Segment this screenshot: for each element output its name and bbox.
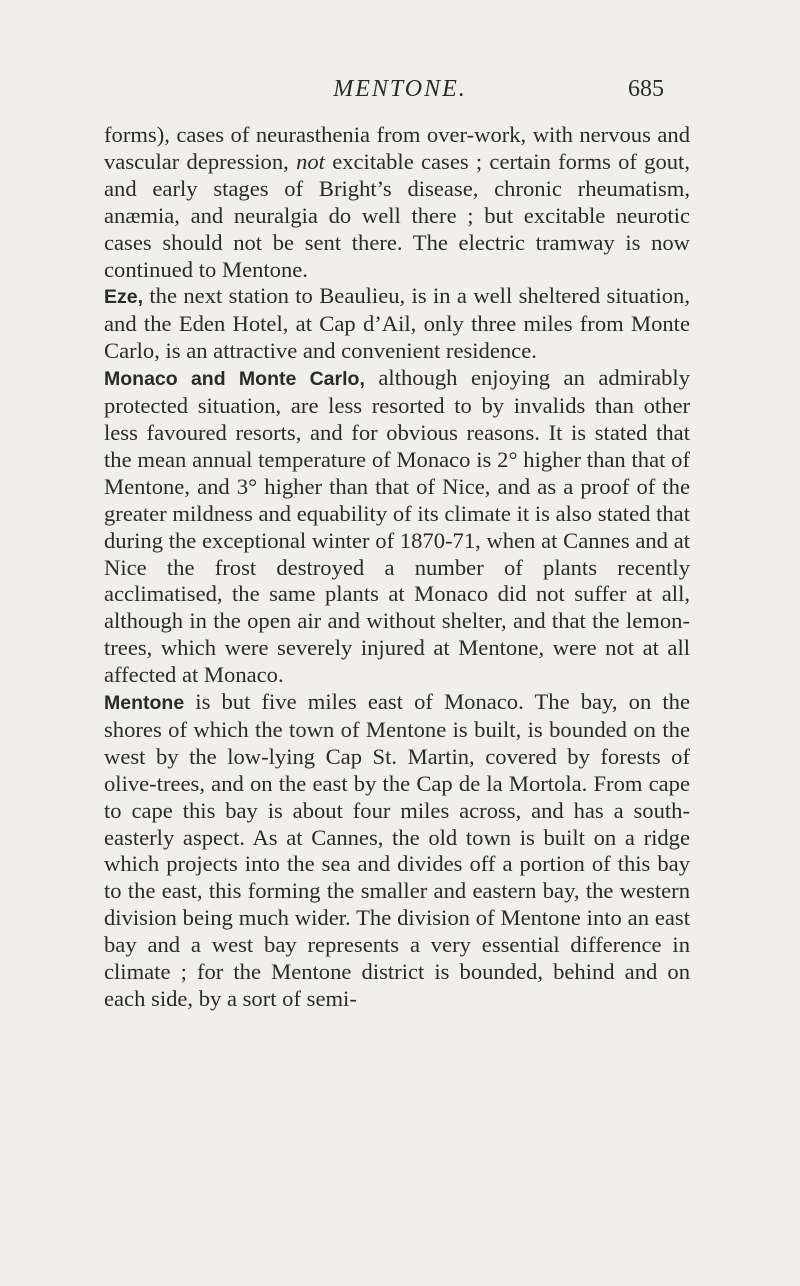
text-run: is but five miles east of Monaco. The bay, on the shores of which the town of Mentone is built, is bounded on the west by the low-lying Cap St. Martin, covered by forests of olive-trees, and on the east by the Cap de la Mortola. From cape to cape this bay is about four miles across, and has a south-easterly aspect. As at Cannes, the old town is built on a ridge which projects into the sea and divides off a portion of this bay to the east, this forming the smaller and eastern bay, the western division being much wider. The division of Mentone into an east bay and a west bay represents a very essential difference in climate ; for the Mentone district is bounded, behind and on each side, by a sort of semi-: [104, 689, 690, 1011]
text-run: forms), cases of neurasthenia from over-work, with nervous and vascular depression,: [104, 122, 690, 174]
italic-text: not: [296, 148, 325, 174]
paragraph: [104, 283, 690, 365]
text-run: the next station to Beaulieu, is in a well sheltered situation, and the Eden Hotel, at Cap d’Ail, only three miles from Monte Carlo, is an attractive and convenient residence.: [104, 283, 690, 364]
paragraph: [104, 122, 690, 283]
running-title: MENTONE.: [333, 76, 467, 102]
paragraph-lead: Monaco and Monte Carlo,: [104, 368, 365, 391]
paragraph: [104, 689, 690, 1013]
text-run: although enjoying an admirably protected situation, are less resorted to by invalids than other less favoured resorts, and for obvious reasons. It is stated that the mean annual temperature of Monaco is 2° higher than that of Mentone, and 3° higher than that of Nice, and as a proof of the greater mildness and equability of its climate it is also stated that during the exceptional winter of 1870-71, when at Cannes and at Nice the frost destroyed a number of plants recently acclimatised, the same plants at Monaco did not suffer at all, although in the open air and without shelter, and that the lemon-trees, which were severely injured at Mentone, were not at all affected at Monaco.: [104, 365, 691, 688]
paragraph-lead: Eze,: [104, 286, 144, 309]
paragraph-lead: Mentone: [104, 692, 185, 715]
running-header: [0, 76, 800, 108]
body-text: [104, 122, 690, 1013]
text-run: excitable cases ; certain forms of gout, and early stages of Bright’s disease, chronic rheumatism, anæmia, and neuralgia do well there ; but excitable neurotic cases should not be sent there. The electric tramway is now continued to Mentone.: [104, 148, 690, 282]
paragraph: [104, 365, 690, 689]
page-number: 685: [628, 76, 664, 102]
